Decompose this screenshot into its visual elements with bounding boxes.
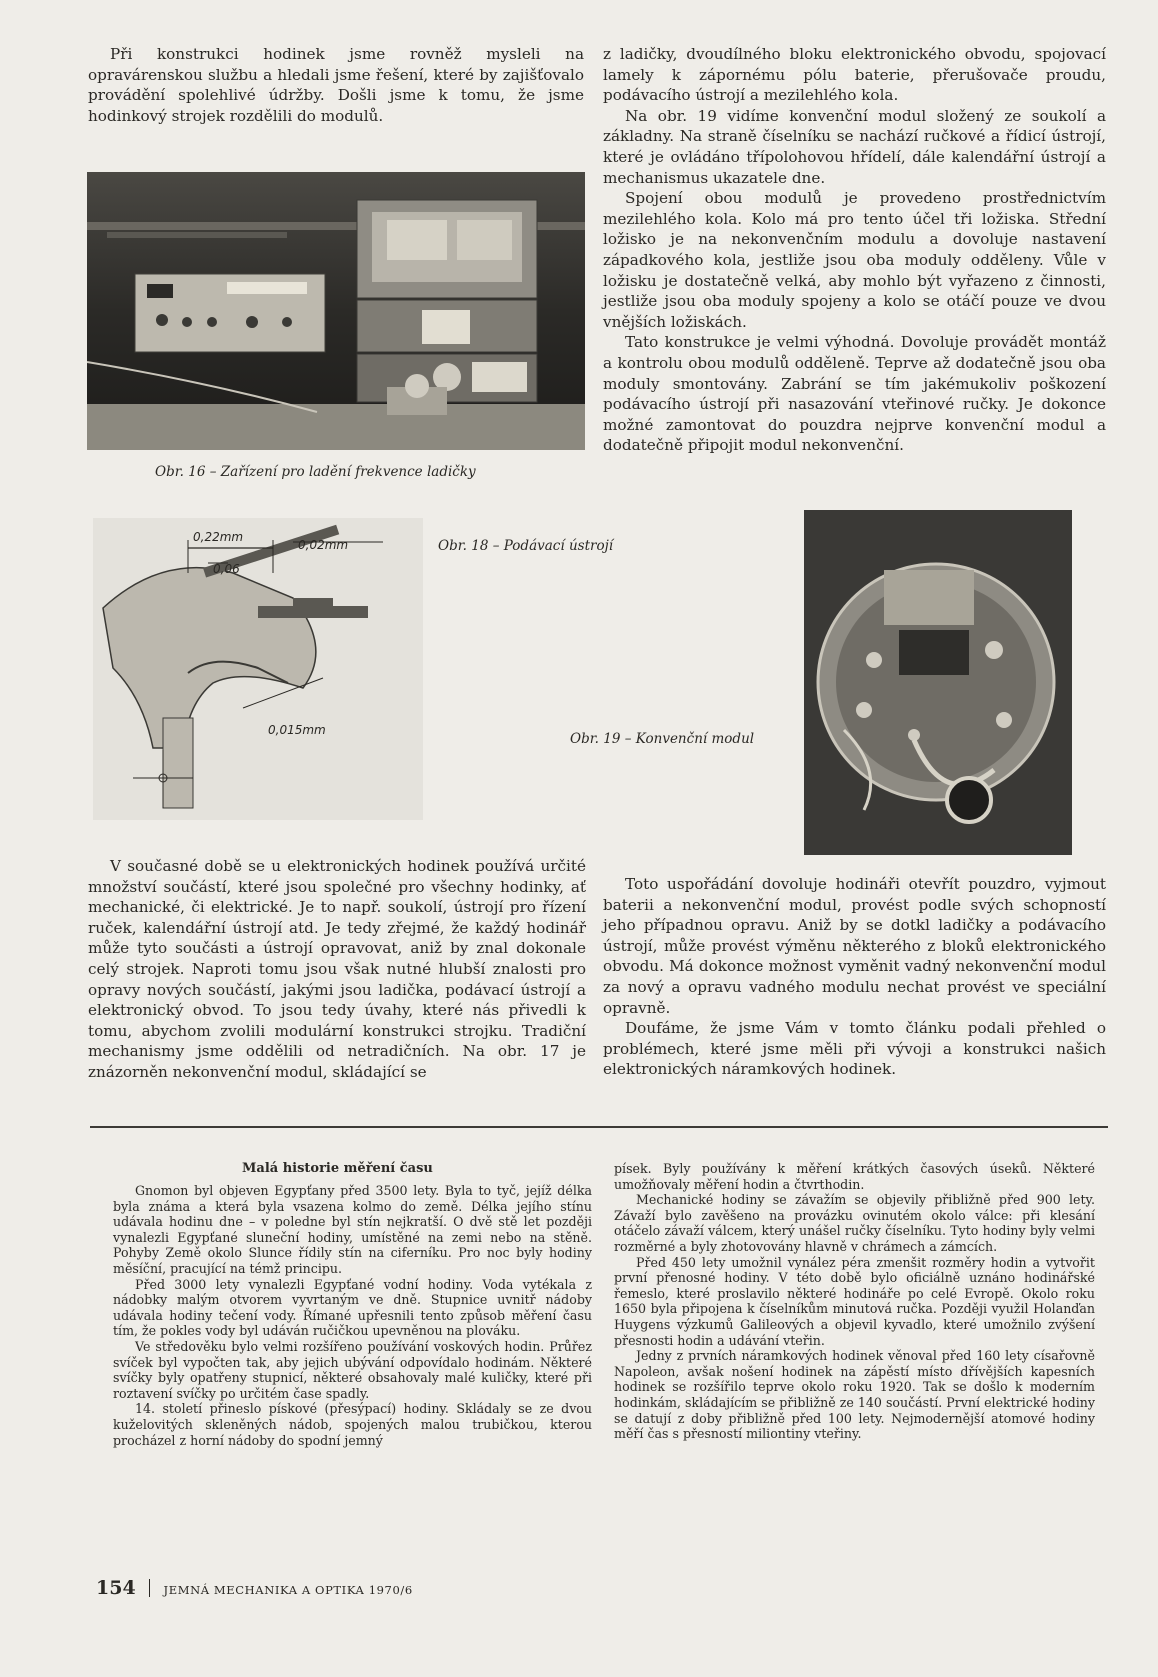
box-col1 <box>113 1183 592 1448</box>
paragraph: 14. století přineslo pískové (přesýpací) hodiny. Skládaly se ze dvou kuželovitých skleněných nádob, spojených malou trubičkou, kterou procházel z horní nádoby do spodní jemný <box>113 1401 592 1448</box>
paragraph: písek. Byly používány k měření krátkých časových úseků. Některé umožňovaly měření hodin a čtvrthodin. <box>614 1161 1095 1192</box>
fig19-caption: Obr. 19 – Konvenční modul <box>570 731 755 747</box>
paragraph: Doufáme, že jsme Vám v tomto článku podali přehled o problémech, které jsme měli při vývoji a konstrukci našich elektronických náramkových hodinek. <box>603 1019 1106 1079</box>
paragraph: Tato konstrukce je velmi výhodná. Dovoluje provádět montáž a kontrolu obou modulů odděleně. Teprve až dodatečně jsou oba moduly smontovány. Zabrání se tím jakémukoliv poškození podávacího ústrojí při nasazování vteřinové ručky. Je dokonce možné zamontovat do pouzdra nejprve konvenční modul a dodatečně připojit modul nekonvenční. <box>603 333 1106 455</box>
dim-label-4: 0,015mm <box>268 723 326 737</box>
paragraph: Před 450 lety umožnil vynález péra zmenšit rozměry hodin a vytvořit první přenosné hodiny. V této době bylo oficiálně uznáno hodinářské řemeslo, které proslavilo některé hodináře po celé Evropě. Okolo roku 1650 byla připojena k číselníkům minutová ručka. Později využil Holanďan Huygens výzkumů Galileových a objevil kyvadlo, které umožnilo zvýšení přesnosti hodin a udávání vteřin. <box>614 1254 1095 1348</box>
fig19-photo <box>804 510 1072 855</box>
paragraph: Při konstrukci hodinek jsme rovněž mysleli na opravárenskou službu a hledali jsme řešení, které by zajišťovalo provádění spolehlivé údržby. Došli jsme k tomu, že jsme hodinkový strojek rozdělili do modulů. <box>88 45 584 125</box>
col2-top-text <box>603 44 1106 456</box>
col2-main-text <box>603 874 1106 1080</box>
paragraph: Spojení obou modulů je provedeno prostřednictvím mezilehlého kola. Kolo má pro tento účel tři ložiska. Střední ložisko je na nekonvenčním modulu a dovoluje nastavení západkového kola, jestliže jsou oba moduly odděleny. Vůle v ložisku je dostatečně velká, aby mohlo být vyřazeno z činnosti, jestliže jsou oba moduly spojeny a kolo se otáčí pouze ve dvou vnějších ložiskách. <box>603 189 1106 331</box>
dim-label-2: 0,02mm <box>298 538 349 552</box>
dim-label-3: 0,06 <box>213 562 240 576</box>
paragraph: V současné době se u elektronických hodinek používá určité množství součástí, které jsou společné pro všechny hodinky, ať mechanické, či elektrické. Je to např. soukolí, ústrojí pro řízení ruček, kalendářní ústrojí atd. Je tedy zřejmé, že každý hodinář může tyto součásti a ústrojí opravovat, aniž by znal dokonale celý strojek. Naproti tomu jsou však nutné hlubší znalosti pro opravy nových součástí, jakými jsou ladička, podávací ústrojí a elektronický obvod. To jsou tedy úvahy, které nás přivedli k tomu, abychom zvolili modulární konstrukci strojku. Tradiční mechanismy jsme oddělili od netradičních. Na obr. 17 je znázorněn nekonvenční modul, skládající se <box>88 857 586 1081</box>
fig18-caption: Obr. 18 – Podávací ústrojí <box>438 538 614 554</box>
page-footer <box>96 1577 413 1599</box>
paragraph: Toto uspořádání dovoluje hodináři otevřít pouzdro, vyjmout baterii a nekonvenční modul, provést podle svých schopností jeho případnou opravu. Aniž by se dotkl ladičky a podávacího ústrojí, může provést výměnu některého z bloků elektronického obvodu. Má dokonce možnost vyměnit vadný nekonvenční modul za nový a opravu vadného modulu nechat provést ve speciální opravně. <box>603 875 1106 1017</box>
section-divider <box>90 1126 1108 1128</box>
col1-main-text <box>88 856 586 1083</box>
paragraph: z ladičky, dvoudílného bloku elektronického obvodu, spojovací lamely k zápornému pólu baterie, přerušovače proudu, podávacího ústrojí a mezilehlého kola. <box>603 45 1106 105</box>
fig18-drawing <box>93 518 423 820</box>
box-col2 <box>614 1161 1095 1442</box>
fig16-photo <box>87 172 585 450</box>
col1-intro-text <box>88 44 584 126</box>
page-number: 154 <box>96 1577 136 1599</box>
paragraph: Na obr. 19 vidíme konvenční modul složený ze soukolí a základny. Na straně číselníku se nachází ručkové a řídicí ústrojí, které je ovládáno třípolohovou hřídelí, dále kalendářní ústrojí a mechanismus ukazatele dne. <box>603 106 1106 187</box>
paragraph: Ve středověku bylo velmi rozšířeno používání voskových hodin. Průřez svíček byl vypočten tak, aby jejich ubývání odpovídalo hodinám. Některé svíčky byly opatřeny stupnicí, některé obsahovaly malé kuličky, které při roztavení svíčky po určitém čase spadly. <box>113 1338 592 1401</box>
paragraph: Gnomon byl objeven Egypťany před 3500 lety. Byla to tyč, jejíž délka byla známa a která byla vsazena kolmo do země. Délka jejího stínu udávala hodinu dne – v poledne byl stín nejkratší. O dvě stě let později vynalezli Egypťané sluneční hodiny, umístěné na zemi nebo na stěně. Pohyby Země okolo Slunce řídily stín na ciferníku. Pro noc byly hodiny měsíční, pracující na témž principu. <box>113 1183 592 1276</box>
dim-label-1: 0,22mm <box>193 530 244 544</box>
paragraph: Jedny z prvních náramkových hodinek věnoval před 160 lety císařovně Napoleon, avšak nošení hodinek na zápěstí místo dřívějších kapesních hodinek se rozšířilo teprve okolo roku 1920. Tak se došlo k moderním hodinkám, skládajícím se přibližně ze 140 součástí. První elektrické hodiny se datují z doby přibližně před 100 lety. Nejmodernější atomové hodiny měří čas s přesností miliontiny vteřiny. <box>614 1348 1095 1442</box>
box-title: Malá historie měření času <box>242 1161 433 1176</box>
fig16-caption: Obr. 16 – Zařízení pro ladění frekvence ladičky <box>155 464 476 480</box>
paragraph: Před 3000 lety vynalezli Egypťané vodní hodiny. Voda vytékala z nádobky malým otvorem vyvrtaným ve dně. Stupnice uvnitř nádoby udávala hodiny tečení vody. Římané upřesnili tento způsob měření času tím, že pokles vody byl udáván ručičkou upevněnou na plováku. <box>113 1276 592 1339</box>
paragraph: Mechanické hodiny se závažím se objevily přibližně před 900 lety. Závaží bylo zavěšeno na provázku ovinutém okolo válce: při klesání otáčelo závaží válcem, který unášel ručky číselníku. Tyto hodiny byly velmi rozměrné a byly zhotovovány hlavně v chrámech a zámcích. <box>614 1192 1095 1254</box>
footer-divider <box>149 1579 150 1597</box>
journal-name: JEMNÁ MECHANIKA A OPTIKA 1970/6 <box>163 1583 413 1597</box>
